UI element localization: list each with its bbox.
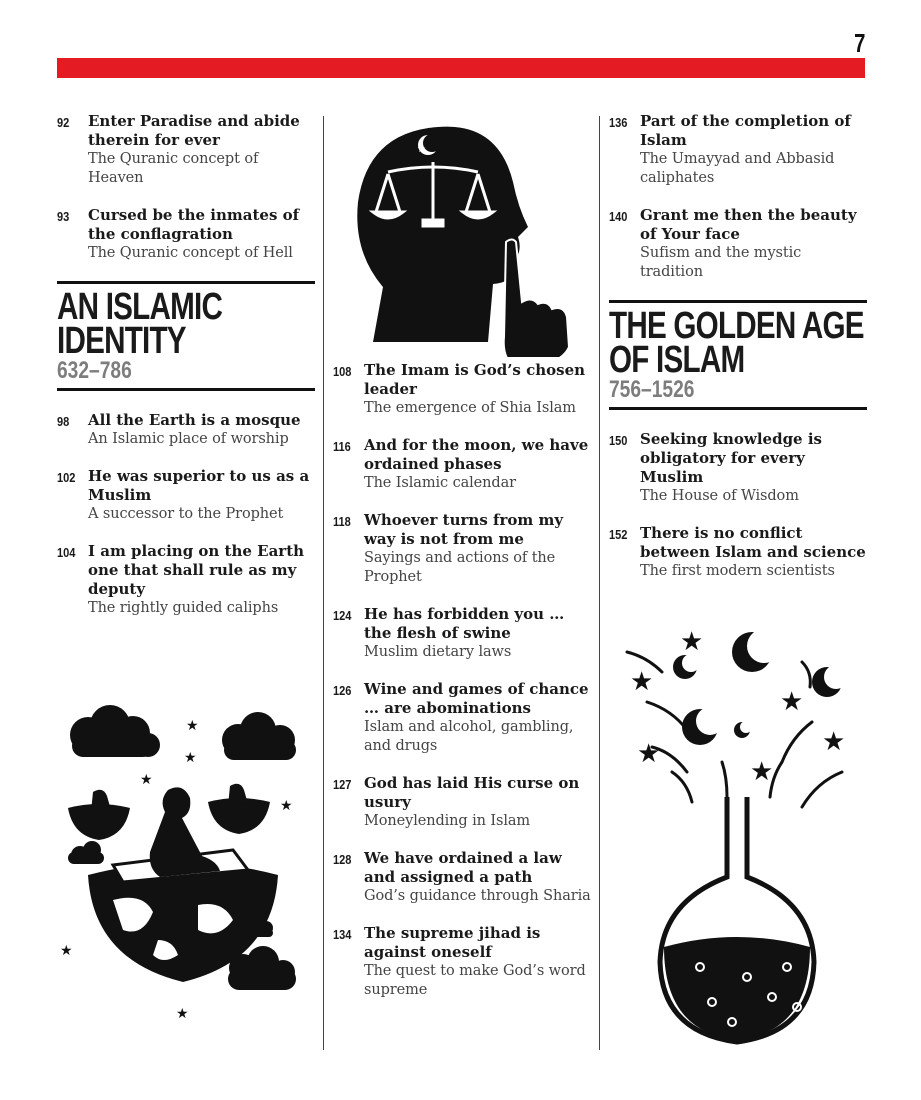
praying-man-on-globe-illustration [58,700,308,1030]
flask-with-stars-and-moons-illustration [612,622,862,1047]
page-number: 7 [853,28,865,58]
praying-man-icon [150,787,220,877]
entry-title: There is no conflict between Islam and science [640,524,866,561]
list-item [609,206,867,282]
entry-subtitle: God’s guidance through Sharia [364,888,591,904]
column-divider [323,116,324,1050]
entry-list [57,411,315,618]
entry-subtitle: The Quranic concept of Hell [88,245,293,261]
page-ref: 150 [609,433,628,448]
entry-title: Cursed be the inmates of the conflagration [88,206,300,243]
entry-title: Grant me then the beauty of Your face [640,206,857,243]
list-item [333,605,593,662]
entry-title: Seeking knowledge is obligatory for every Muslim [640,430,822,486]
entry-subtitle: The quest to make God’s word supreme [364,963,586,998]
page-ref: 127 [333,777,352,792]
section-title-line2: OF ISLAM [609,339,745,381]
section-title-line1: THE GOLDEN AGE [609,305,864,347]
entry-list [609,430,867,581]
section-years: 632–786 [57,357,132,384]
page-ref: 128 [333,852,352,867]
list-item [57,542,315,618]
section-title-line1: AN ISLAMIC [57,286,223,328]
page-ref: 152 [609,527,628,542]
entry-subtitle: Sufism and the mystic tradition [640,245,802,280]
page-ref: 116 [333,439,351,454]
list-item [333,511,593,587]
list-item [609,430,867,506]
svg-text:★: ★ [417,144,426,155]
page-ref: 118 [333,514,351,529]
entry-subtitle: The Islamic calendar [364,475,516,491]
star-icon: ★ [280,798,293,814]
page-ref: 104 [57,545,76,560]
entry-title: The supreme jihad is against oneself [364,924,541,961]
entry-title: All the Earth is a mosque [88,411,301,429]
entry-subtitle: Moneylending in Islam [364,813,531,829]
star-icon: ★ [140,772,153,788]
entry-title: Whoever turns from my way is not from me [364,511,564,548]
list-item [333,849,593,906]
star-icon: ★ [60,943,73,959]
finger-to-lips-hand-icon [504,240,569,358]
entry-title: We have ordained a law and assigned a path [364,849,562,886]
page-ref: 134 [333,927,352,942]
section-heading [57,281,315,391]
star-icon: ★ [637,739,661,769]
entry-subtitle: The Quranic concept of Heaven [88,151,259,186]
entry-subtitle: The emergence of Shia Islam [364,400,576,416]
entry-title: I am placing on the Earth one that shall rule as my deputy [88,542,305,598]
column-1 [57,112,315,636]
entry-title: Part of the completion of Islam [640,112,851,149]
column-3 [609,112,867,599]
page-ref: 140 [609,209,628,224]
star-icon: ★ [630,667,654,697]
cloud-icon [68,841,104,864]
list-item [333,924,593,1000]
entry-title: Enter Paradise and abide therein for ever [88,112,300,149]
section-years: 756–1526 [609,376,695,403]
cloud-icon [222,712,296,760]
entry-title: He was superior to us as a Muslim [88,467,310,504]
head-with-scales-and-crescent-illustration [328,112,588,357]
entry-subtitle: Sayings and actions of the Prophet [364,550,556,585]
cloud-icon [70,705,160,757]
list-item [333,774,593,831]
star-icon: ★ [186,718,199,734]
star-icon: ★ [780,687,804,717]
star-icon: ★ [184,750,197,766]
entry-subtitle: An Islamic place of worship [88,431,289,447]
star-icon: ★ [750,757,774,787]
entry-list [333,361,593,1000]
star-icon: ★ [822,727,846,757]
list-item [333,680,593,756]
page-ref: 98 [57,414,70,429]
list-item [609,524,867,581]
entry-subtitle: The Umayyad and Abbasid caliphates [640,151,835,186]
list-item [333,436,593,493]
page-ref: 136 [609,115,628,130]
entry-subtitle: Islam and alcohol, gambling, and drugs [364,719,574,754]
entry-subtitle: The first modern scientists [640,563,835,579]
page-ref: 108 [333,364,352,379]
column-2 [333,112,593,1018]
entry-list-top [57,112,315,263]
page-ref: 93 [57,209,70,224]
page-ref: 124 [333,608,352,623]
list-item [57,206,315,263]
entry-subtitle: The House of Wisdom [640,488,799,504]
list-item [333,361,593,418]
entry-title: The Imam is God’s chosen leader [364,361,586,398]
star-icon: ★ [176,1006,189,1022]
entry-title: And for the moon, we have ordained phases [364,436,589,473]
page-ref: 92 [57,115,70,130]
entry-title: God has laid His curse on usury [364,774,580,811]
section-heading [609,300,867,410]
red-header-bar [57,58,865,78]
page-ref: 102 [57,470,76,485]
list-item [57,467,315,524]
list-item [57,411,315,449]
entry-subtitle: A successor to the Prophet [88,506,284,522]
entry-title: He has forbidden you … the flesh of swine [364,605,565,642]
list-item [57,112,315,188]
list-item [609,112,867,188]
entry-title: Wine and games of chance … are abominations [364,680,589,717]
page-ref: 126 [333,683,352,698]
section-title-line2: IDENTITY [57,320,186,362]
star-icon: ★ [680,627,704,657]
entry-subtitle: The rightly guided caliphs [88,600,279,616]
entry-subtitle: Muslim dietary laws [364,644,512,660]
entry-list-top [609,112,867,282]
column-divider [599,116,600,1050]
